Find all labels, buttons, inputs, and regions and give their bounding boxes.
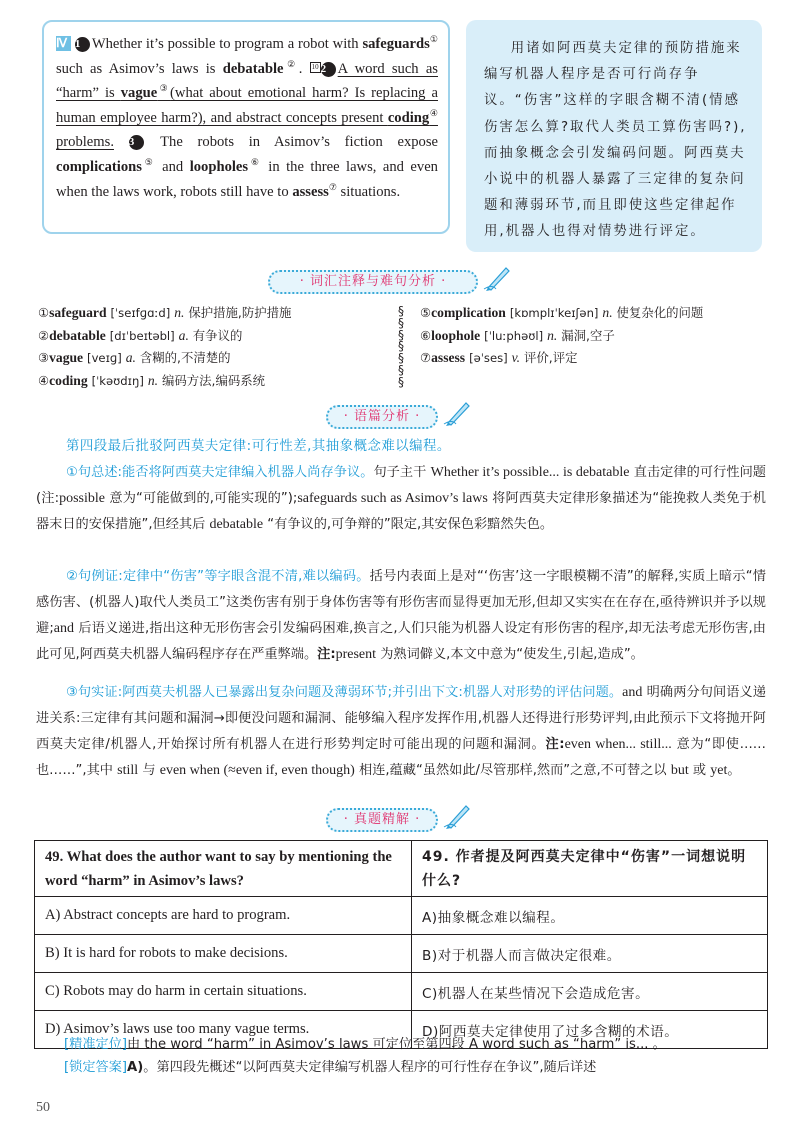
option-c-cn: C)机器人在某些情况下会造成危害。 [412, 973, 768, 1011]
passage-box [42, 20, 450, 234]
passage-text: Whether it’s possible to program a robot with [91, 36, 359, 52]
note-marker: ① [429, 34, 439, 45]
option-row [35, 973, 768, 1011]
vocab-item: ②debatable [dɪˈbeɪtəbl] a. 有争议的 [38, 327, 243, 343]
keyword-assess: assess [292, 183, 329, 200]
answer-label: [锁定答案] [64, 1060, 128, 1075]
pen-icon [482, 262, 512, 292]
analysis-paragraph-1: ①句总述:能否将阿西莫夫定律编入机器人尚存争议。句子主干 Whether it’s possible... is debatable 直击定律的可行性问题(注:possible 意为“可能做到的,可能实现的”);safeguards such as Asimov’s laws 将阿西莫夫定律形象描述为“能挽救人类免于机器末日的安保措施”,但经其后 debatable “有争议的,可争辩的”限定,其安保色彩黯然失色。 [36, 465, 766, 532]
answer-line [64, 1056, 774, 1080]
question-row [35, 841, 768, 897]
option-a-cn: A)抽象概念难以编程。 [412, 897, 768, 935]
note-marker: ⑤ [141, 157, 156, 168]
option-c-en: C) Robots may do harm in certain situations. [35, 973, 412, 1011]
question-table [34, 840, 768, 1049]
locate-label: [精准定位] [64, 1037, 128, 1052]
vocab-item: ⑤complication [kɒmplɪˈkeɪʃən] n. 使复杂化的问题 [420, 305, 704, 320]
vocab-list-left [38, 302, 398, 392]
exam-section-header [326, 808, 486, 832]
section-title: · 真题精解 · [326, 808, 438, 832]
pen-icon [442, 397, 472, 427]
note-marker: ⑥ [248, 157, 262, 168]
note-marker: ② [283, 58, 299, 69]
option-row [35, 935, 768, 973]
passage-text: in the three laws, and even when the laws work, robots still have to [56, 158, 438, 200]
keyword-loopholes: loopholes [189, 158, 249, 175]
keyword-complications: complications [56, 158, 142, 175]
pen-icon [442, 800, 472, 830]
option-b-cn: B)对于机器人而言做决定很难。 [412, 935, 768, 973]
vocab-item: ⑦assess [əˈses] v. 评价,评定 [420, 350, 578, 366]
locate-text: 由 the word “harm” in Asimov’s laws 可定位至第四段 A word such as “harm” is... 。 [127, 1037, 666, 1052]
option-d-en: D) Asimov’s laws use too many vague terms. [35, 1011, 412, 1049]
analysis-heading: 第四段最后批驳阿西莫夫定律:可行性差,其抽象概念难以编程。 [66, 439, 451, 454]
passage-text: such as Asimov’s laws is [56, 60, 223, 77]
option-b-en: B) It is hard for robots to make decisions. [35, 935, 412, 973]
option-d-cn: D)阿西莫夫定律使用了过多含糊的术语。 [412, 1011, 768, 1049]
locate-line [64, 1033, 774, 1057]
passage-text: situations. [336, 183, 401, 200]
keyword-coding: coding [387, 109, 430, 126]
answer-text: 。第四段先概述“以阿西莫夫定律编写机器人程序的可行性存在争议”,随后详述 [143, 1060, 597, 1075]
analysis-section-header [326, 405, 486, 429]
section-title: · 词汇注释与难句分析 · [268, 270, 478, 294]
vocab-item: ①safeguard [ˈseɪfɡɑːd] n. 保护措施,防护措施 [38, 305, 292, 320]
passage-text: . [298, 60, 303, 77]
passage-text: and [155, 158, 190, 175]
keyword-safeguards: safeguards [362, 36, 430, 52]
underlined-text: A word such as “harm” is vague③(what about emotional harm? Is replacing a human employee harm?), and abstract concepts present coding④ problems. [56, 60, 438, 151]
spiral-divider: § § § § § § § [398, 304, 404, 389]
vocab-list-right [420, 302, 780, 370]
vocab-item: ⑥loophole [ˈluːphəʊl] n. 漏洞,空子 [420, 327, 615, 343]
answer-choice: A) [127, 1060, 144, 1075]
analysis-paragraph-2: ②句例证:定律中“伤害”等字眼含混不清,难以编码。括号内表面上是对“‘伤害’这一字眼模糊不清”的解释,实质上暗示“情感伤害、(机器人)取代人类员工”这类伤害有别于身体伤害等有形伤害而显得更加无形,但却又实实在在存在,亟待辨识并予以规避;and 后语义递进,指出这种无形伤害会引发编码困难,换言之,人们只能为机器人设定有形伤害的程序,却无法考虑无形伤害,由此可见,阿西莫夫机器人编码程序存在严重弊端。注:present 为熟词僻义,本文中意为“使发生,引起,造成”。 [36, 569, 766, 662]
keyword-debatable: debatable [222, 60, 284, 77]
page-number: 50 [36, 1100, 50, 1115]
question-mark-tag: 10 [311, 62, 319, 71]
option-a-en: A) Abstract concepts are hard to program. [35, 897, 412, 935]
sentence-number-3: 3 [129, 135, 144, 150]
vocab-item: ④coding [ˈkəʊdɪŋ] n. 编码方法,编码系统 [38, 372, 266, 388]
paragraph-number-badge: Ⅳ [56, 36, 71, 51]
vocab-item: ③vague [veɪɡ] a. 含糊的,不清楚的 [38, 350, 231, 366]
translation-box: 用诸如阿西莫夫定律的预防措施来编写机器人程序是否可行尚存争议。“伤害”这样的字眼含糊不清(情感伤害怎么算?取代人类员工算伤害吗?),而抽象概念会引发编码问题。阿西莫夫小说中的机器人暴露了三定律的复杂问题和薄弱环节,而且即使这些定律起作用,机器人也得对情势进行评定。 [466, 20, 762, 252]
passage-text: The robots in Asimov’s fiction expose [145, 134, 438, 151]
question-cn: 49. 作者提及阿西莫夫定律中“伤害”一词想说明什么? [412, 841, 768, 897]
note-marker: ⑦ [328, 181, 337, 192]
keyword-vague: vague [120, 85, 158, 102]
sentence-number-2: 2 [321, 62, 336, 77]
option-row [35, 897, 768, 935]
sentence-number-1: 1 [75, 37, 90, 52]
analysis-paragraph-3: ③句实证:阿西莫夫机器人已暴露出复杂问题及薄弱环节;并引出下文:机器人对形势的评估问题。and 明确两分句间语义递进关系:三定律有其问题和漏洞→即便没问题和漏洞、能够编入程序发挥作用,机器人还得进行形势评判,由此预示下文将抛开阿西莫夫定律/机器人,开始探讨所有机器人在进行形势判定时可能出现的问题和漏洞。注:even when... still... 意为“即使……也……”,其中 still 与 even when (≈even if, even though) 相连,蕴藏“虽然如此/尽管那样,然而”之意,不可替之以 but 或 yet。 [36, 685, 766, 778]
vocab-section-header [268, 270, 532, 294]
section-title: · 语篇分析 · [326, 405, 438, 429]
question-en: 49. What does the author want to say by mentioning the word “harm” in Asimov’s laws? [35, 841, 412, 897]
